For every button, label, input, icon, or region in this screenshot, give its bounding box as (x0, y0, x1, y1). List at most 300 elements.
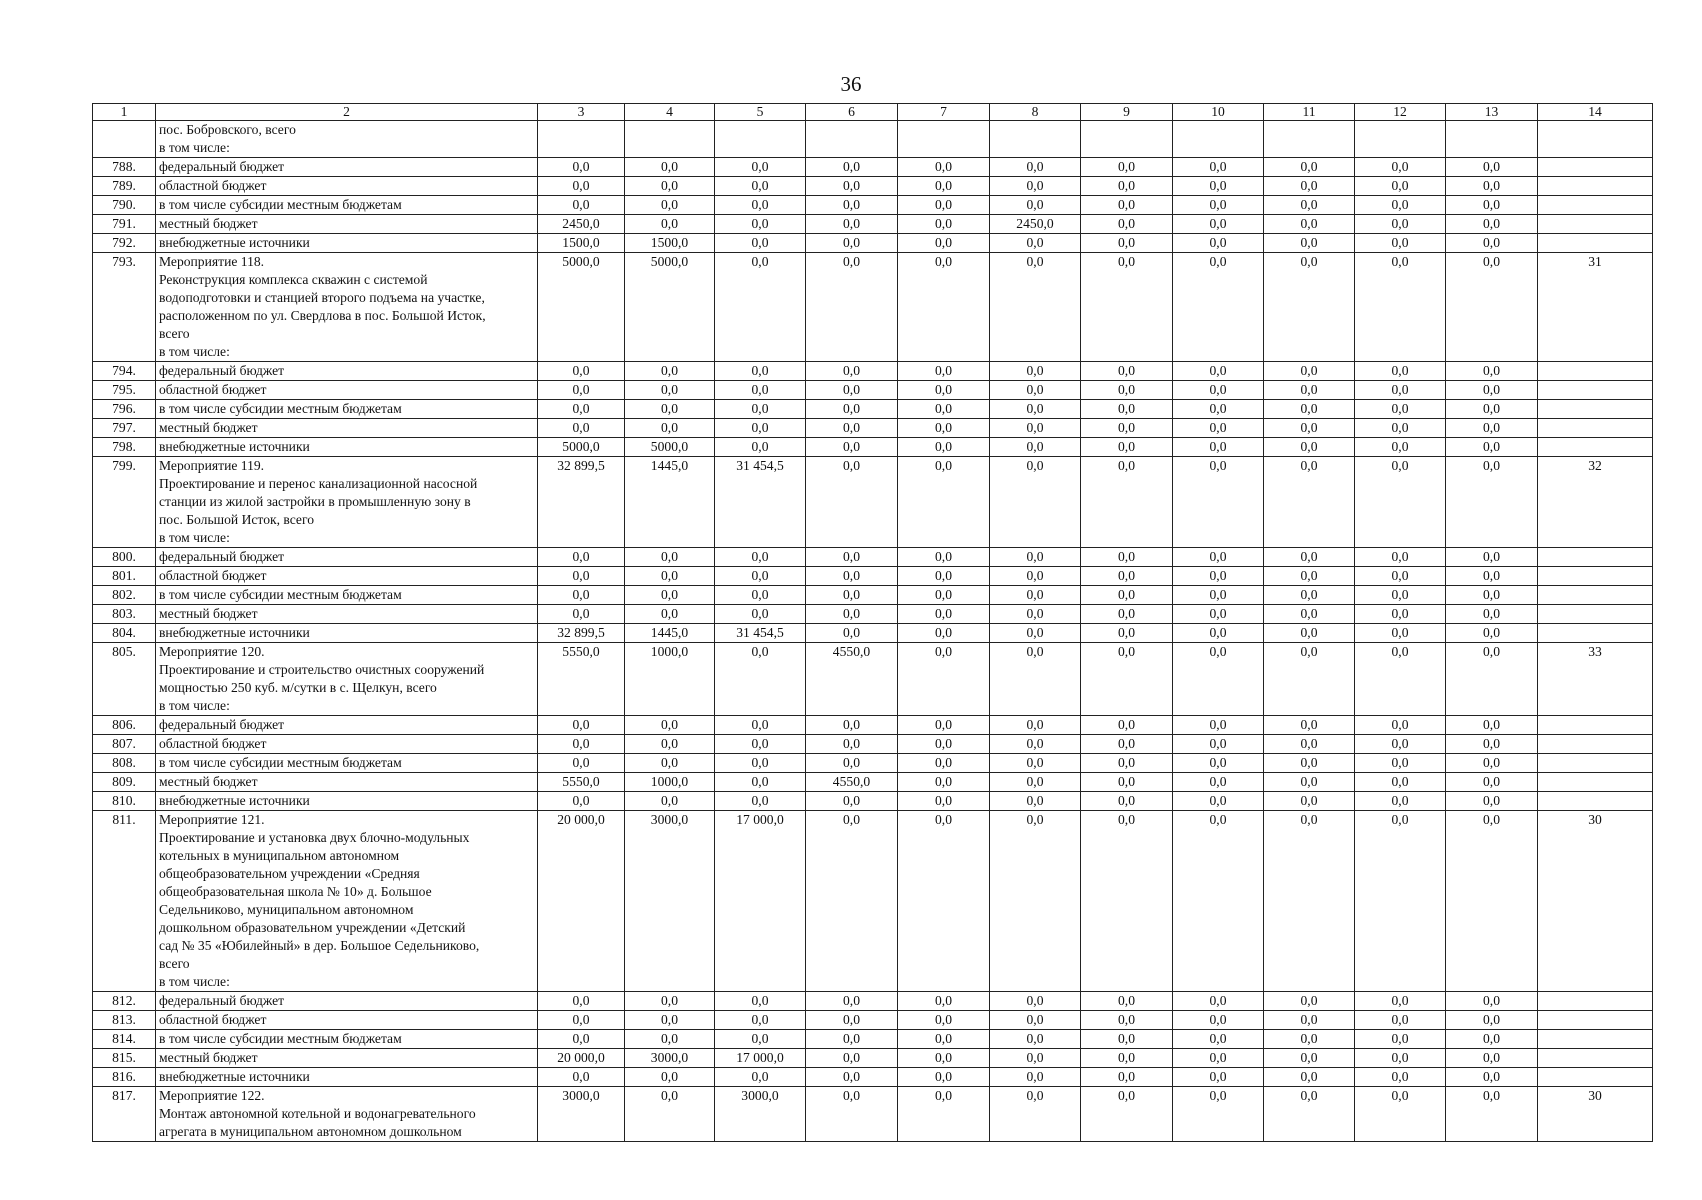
row-description (156, 400, 538, 419)
value-cell: 0,0 (1173, 716, 1264, 735)
description-line: внебюджетные источники (159, 793, 310, 808)
value-cell: 0,0 (538, 754, 625, 773)
value-cell: 0,0 (1173, 548, 1264, 567)
value-cell: 0,0 (715, 419, 806, 438)
value-cell: 0,0 (625, 1068, 715, 1087)
value-cell: 0,0 (1173, 177, 1264, 196)
description-line: котельных в муниципальном автономном (159, 848, 400, 863)
value-cell: 0,0 (1264, 811, 1355, 992)
description-line: федеральный бюджет (159, 717, 285, 732)
row-number: 802. (93, 586, 156, 605)
value-cell: 0,0 (806, 457, 898, 548)
value-cell: 0,0 (1355, 215, 1446, 234)
row-number (93, 121, 156, 158)
value-cell: 0,0 (1081, 234, 1173, 253)
description-line: в том числе субсидии местным бюджетам (159, 197, 402, 212)
value-cell: 5000,0 (625, 438, 715, 457)
value-cell: 0,0 (715, 735, 806, 754)
value-cell: 0,0 (1173, 992, 1264, 1011)
value-cell: 0,0 (625, 567, 715, 586)
value-cell: 0,0 (806, 735, 898, 754)
target-ref-cell (1538, 177, 1653, 196)
value-cell: 0,0 (715, 567, 806, 586)
value-cell: 0,0 (1081, 196, 1173, 215)
description-line: Мероприятие 119. (159, 458, 265, 473)
value-cell: 0,0 (990, 716, 1081, 735)
row-number: 807. (93, 735, 156, 754)
value-cell: 0,0 (625, 400, 715, 419)
column-number-cell: 3 (538, 104, 625, 121)
value-cell (1264, 121, 1355, 158)
value-cell: 1445,0 (625, 457, 715, 548)
value-cell: 0,0 (1446, 419, 1538, 438)
table-row (93, 643, 1653, 716)
row-description (156, 586, 538, 605)
value-cell: 0,0 (1355, 567, 1446, 586)
value-cell: 0,0 (1081, 215, 1173, 234)
value-cell: 0,0 (1081, 792, 1173, 811)
value-cell: 0,0 (1264, 1068, 1355, 1087)
value-cell: 0,0 (1173, 643, 1264, 716)
description-line: областной бюджет (159, 1012, 267, 1027)
row-description (156, 196, 538, 215)
value-cell: 0,0 (990, 1087, 1081, 1142)
value-cell: 0,0 (1173, 400, 1264, 419)
target-ref-cell (1538, 735, 1653, 754)
value-cell: 0,0 (898, 253, 990, 362)
table-row (93, 215, 1653, 234)
value-cell: 0,0 (715, 754, 806, 773)
row-description (156, 158, 538, 177)
value-cell: 0,0 (538, 605, 625, 624)
value-cell: 0,0 (1081, 716, 1173, 735)
value-cell: 3000,0 (625, 811, 715, 992)
value-cell: 0,0 (806, 177, 898, 196)
value-cell: 0,0 (1264, 754, 1355, 773)
column-number-cell: 8 (990, 104, 1081, 121)
value-cell: 0,0 (898, 716, 990, 735)
row-number: 795. (93, 381, 156, 400)
row-number: 797. (93, 419, 156, 438)
target-ref-cell (1538, 121, 1653, 158)
value-cell: 0,0 (898, 215, 990, 234)
value-cell (990, 121, 1081, 158)
row-description (156, 754, 538, 773)
description-line: в том числе субсидии местным бюджетам (159, 1031, 402, 1046)
column-number-cell: 10 (1173, 104, 1264, 121)
value-cell: 0,0 (1355, 1049, 1446, 1068)
value-cell: 0,0 (1355, 754, 1446, 773)
value-cell: 0,0 (1446, 158, 1538, 177)
row-description (156, 1087, 538, 1142)
target-ref-cell (1538, 548, 1653, 567)
value-cell: 0,0 (1264, 457, 1355, 548)
value-cell: 0,0 (1446, 735, 1538, 754)
value-cell: 0,0 (898, 158, 990, 177)
value-cell: 0,0 (898, 811, 990, 992)
value-cell: 0,0 (990, 381, 1081, 400)
value-cell: 32 899,5 (538, 624, 625, 643)
row-description (156, 773, 538, 792)
value-cell: 0,0 (806, 1011, 898, 1030)
value-cell: 1000,0 (625, 643, 715, 716)
target-ref-cell: 33 (1538, 643, 1653, 716)
value-cell: 0,0 (898, 419, 990, 438)
value-cell: 0,0 (625, 196, 715, 215)
value-cell: 0,0 (806, 754, 898, 773)
value-cell (1081, 121, 1173, 158)
value-cell: 0,0 (1173, 1011, 1264, 1030)
table-row (93, 586, 1653, 605)
row-number: 790. (93, 196, 156, 215)
value-cell: 0,0 (625, 548, 715, 567)
value-cell: 0,0 (898, 1068, 990, 1087)
value-cell: 0,0 (990, 567, 1081, 586)
value-cell: 0,0 (990, 1030, 1081, 1049)
description-line: пос. Большой Исток, всего (159, 512, 315, 527)
value-cell: 0,0 (806, 567, 898, 586)
row-number: 792. (93, 234, 156, 253)
value-cell: 0,0 (990, 158, 1081, 177)
value-cell: 0,0 (1173, 1030, 1264, 1049)
value-cell: 0,0 (990, 196, 1081, 215)
value-cell: 0,0 (538, 548, 625, 567)
table-row (93, 754, 1653, 773)
value-cell: 0,0 (990, 643, 1081, 716)
target-ref-cell (1538, 567, 1653, 586)
value-cell: 0,0 (806, 1068, 898, 1087)
budget-table (92, 103, 1653, 1142)
value-cell: 0,0 (1081, 643, 1173, 716)
row-description (156, 121, 538, 158)
target-ref-cell (1538, 419, 1653, 438)
value-cell: 0,0 (1264, 567, 1355, 586)
value-cell: 0,0 (625, 362, 715, 381)
target-ref-cell: 30 (1538, 1087, 1653, 1142)
value-cell: 0,0 (1355, 643, 1446, 716)
target-ref-cell (1538, 158, 1653, 177)
value-cell: 0,0 (1264, 1049, 1355, 1068)
value-cell: 0,0 (1446, 586, 1538, 605)
value-cell: 0,0 (1081, 1049, 1173, 1068)
row-description (156, 1011, 538, 1030)
value-cell: 0,0 (625, 1087, 715, 1142)
value-cell: 0,0 (1081, 735, 1173, 754)
value-cell: 0,0 (1355, 605, 1446, 624)
description-line: Мероприятие 118. (159, 254, 265, 269)
value-cell: 0,0 (1081, 381, 1173, 400)
value-cell: 0,0 (1081, 158, 1173, 177)
value-cell: 0,0 (806, 400, 898, 419)
description-line: Мероприятие 121. (159, 812, 265, 827)
value-cell: 0,0 (715, 1030, 806, 1049)
value-cell: 0,0 (1173, 158, 1264, 177)
value-cell: 0,0 (1446, 754, 1538, 773)
description-line: всего (159, 956, 190, 971)
value-cell: 0,0 (1264, 643, 1355, 716)
value-cell: 3000,0 (715, 1087, 806, 1142)
row-description (156, 215, 538, 234)
row-description (156, 992, 538, 1011)
description-line: местный бюджет (159, 1050, 258, 1065)
value-cell: 0,0 (898, 586, 990, 605)
value-cell: 0,0 (1264, 438, 1355, 457)
value-cell: 0,0 (538, 158, 625, 177)
table-row (93, 234, 1653, 253)
value-cell: 0,0 (1264, 792, 1355, 811)
value-cell: 0,0 (990, 811, 1081, 992)
value-cell: 0,0 (1355, 362, 1446, 381)
value-cell: 0,0 (538, 381, 625, 400)
target-ref-cell (1538, 1068, 1653, 1087)
value-cell: 0,0 (806, 716, 898, 735)
value-cell: 5550,0 (538, 773, 625, 792)
table-row (93, 253, 1653, 362)
description-line: агрегата в муниципальном автономном дошкольном (159, 1124, 462, 1139)
target-ref-cell (1538, 773, 1653, 792)
row-number: 806. (93, 716, 156, 735)
description-line: общеобразовательном учреждении «Средняя (159, 866, 420, 881)
row-number: 810. (93, 792, 156, 811)
value-cell: 0,0 (806, 624, 898, 643)
value-cell: 0,0 (898, 196, 990, 215)
value-cell: 0,0 (1264, 1011, 1355, 1030)
value-cell: 0,0 (538, 196, 625, 215)
value-cell: 0,0 (1355, 792, 1446, 811)
value-cell: 0,0 (1081, 1087, 1173, 1142)
value-cell: 0,0 (1173, 362, 1264, 381)
row-number: 796. (93, 400, 156, 419)
target-ref-cell (1538, 624, 1653, 643)
value-cell: 0,0 (1355, 992, 1446, 1011)
description-line: в том числе субсидии местным бюджетам (159, 755, 402, 770)
value-cell: 0,0 (1264, 586, 1355, 605)
row-description (156, 548, 538, 567)
row-description (156, 643, 538, 716)
value-cell: 0,0 (990, 1011, 1081, 1030)
column-number-cell: 7 (898, 104, 990, 121)
description-line: Проектирование и установка двух блочно-модульных (159, 830, 470, 845)
value-cell: 0,0 (1446, 457, 1538, 548)
column-number-cell: 1 (93, 104, 156, 121)
description-line: сад № 35 «Юбилейный» в дер. Большое Седельниково, (159, 938, 480, 953)
value-cell: 0,0 (538, 362, 625, 381)
target-ref-cell (1538, 234, 1653, 253)
value-cell: 0,0 (1264, 362, 1355, 381)
row-description (156, 567, 538, 586)
description-line: местный бюджет (159, 774, 258, 789)
value-cell: 0,0 (898, 605, 990, 624)
value-cell: 0,0 (1081, 586, 1173, 605)
value-cell: 0,0 (1173, 419, 1264, 438)
value-cell: 0,0 (990, 457, 1081, 548)
target-ref-cell (1538, 196, 1653, 215)
value-cell: 0,0 (538, 1030, 625, 1049)
value-cell: 0,0 (1173, 624, 1264, 643)
value-cell: 0,0 (1446, 548, 1538, 567)
value-cell: 1000,0 (625, 773, 715, 792)
value-cell: 0,0 (538, 586, 625, 605)
value-cell: 0,0 (1264, 773, 1355, 792)
table-row (93, 419, 1653, 438)
value-cell: 0,0 (806, 196, 898, 215)
value-cell: 0,0 (898, 362, 990, 381)
value-cell: 0,0 (1173, 605, 1264, 624)
table-row (93, 1011, 1653, 1030)
value-cell: 0,0 (715, 400, 806, 419)
row-number: 816. (93, 1068, 156, 1087)
target-ref-cell (1538, 1030, 1653, 1049)
value-cell: 0,0 (625, 1011, 715, 1030)
value-cell: 31 454,5 (715, 624, 806, 643)
value-cell: 0,0 (715, 792, 806, 811)
value-cell: 0,0 (1355, 400, 1446, 419)
value-cell: 0,0 (990, 234, 1081, 253)
column-number-cell: 4 (625, 104, 715, 121)
value-cell: 0,0 (625, 158, 715, 177)
value-cell: 0,0 (1446, 196, 1538, 215)
value-cell: 0,0 (1173, 1087, 1264, 1142)
target-ref-cell (1538, 992, 1653, 1011)
target-ref-cell (1538, 754, 1653, 773)
value-cell: 31 454,5 (715, 457, 806, 548)
description-line: Мероприятие 120. (159, 644, 265, 659)
value-cell: 0,0 (1446, 624, 1538, 643)
table-row (93, 624, 1653, 643)
value-cell: 0,0 (1081, 253, 1173, 362)
value-cell: 0,0 (1173, 253, 1264, 362)
value-cell: 0,0 (1446, 567, 1538, 586)
row-number: 789. (93, 177, 156, 196)
value-cell: 0,0 (1446, 992, 1538, 1011)
value-cell: 0,0 (715, 438, 806, 457)
value-cell: 0,0 (1355, 811, 1446, 992)
value-cell: 0,0 (806, 792, 898, 811)
value-cell: 0,0 (898, 792, 990, 811)
value-cell: 0,0 (1355, 457, 1446, 548)
value-cell: 0,0 (1081, 1068, 1173, 1087)
value-cell: 0,0 (538, 792, 625, 811)
value-cell: 0,0 (1081, 567, 1173, 586)
value-cell: 0,0 (1264, 253, 1355, 362)
value-cell: 0,0 (1446, 792, 1538, 811)
value-cell: 0,0 (990, 605, 1081, 624)
value-cell: 0,0 (715, 643, 806, 716)
value-cell: 0,0 (806, 253, 898, 362)
value-cell: 0,0 (1446, 773, 1538, 792)
value-cell: 0,0 (806, 381, 898, 400)
value-cell: 1445,0 (625, 624, 715, 643)
value-cell: 0,0 (898, 438, 990, 457)
row-number: 805. (93, 643, 156, 716)
row-description (156, 438, 538, 457)
value-cell: 0,0 (715, 381, 806, 400)
value-cell: 0,0 (1446, 362, 1538, 381)
value-cell: 0,0 (1355, 158, 1446, 177)
value-cell: 0,0 (1264, 1087, 1355, 1142)
value-cell: 0,0 (1264, 234, 1355, 253)
column-number-cell: 6 (806, 104, 898, 121)
value-cell: 0,0 (1173, 381, 1264, 400)
value-cell: 0,0 (1173, 792, 1264, 811)
value-cell: 0,0 (1173, 567, 1264, 586)
value-cell: 0,0 (898, 992, 990, 1011)
value-cell: 0,0 (1081, 177, 1173, 196)
description-line: внебюджетные источники (159, 625, 310, 640)
description-line: в том числе субсидии местным бюджетам (159, 587, 402, 602)
value-cell (715, 121, 806, 158)
table-row (93, 716, 1653, 735)
table-row (93, 605, 1653, 624)
value-cell: 3000,0 (538, 1087, 625, 1142)
value-cell: 0,0 (1173, 234, 1264, 253)
value-cell: 0,0 (898, 754, 990, 773)
value-cell: 0,0 (806, 419, 898, 438)
value-cell: 0,0 (898, 735, 990, 754)
value-cell: 0,0 (625, 586, 715, 605)
table-row (93, 438, 1653, 457)
value-cell: 0,0 (1081, 811, 1173, 992)
column-number-cell: 2 (156, 104, 538, 121)
value-cell: 0,0 (1264, 735, 1355, 754)
value-cell: 0,0 (1081, 992, 1173, 1011)
value-cell: 0,0 (538, 419, 625, 438)
value-cell: 0,0 (1264, 624, 1355, 643)
value-cell: 0,0 (1081, 400, 1173, 419)
row-description (156, 457, 538, 548)
value-cell: 0,0 (1355, 253, 1446, 362)
value-cell: 0,0 (898, 234, 990, 253)
value-cell: 0,0 (898, 381, 990, 400)
row-number: 813. (93, 1011, 156, 1030)
value-cell: 0,0 (538, 735, 625, 754)
value-cell (898, 121, 990, 158)
description-line: местный бюджет (159, 420, 258, 435)
description-line: местный бюджет (159, 606, 258, 621)
target-ref-cell (1538, 1049, 1653, 1068)
value-cell: 17 000,0 (715, 811, 806, 992)
value-cell: 0,0 (1173, 1049, 1264, 1068)
value-cell (1355, 121, 1446, 158)
row-number: 800. (93, 548, 156, 567)
description-line: внебюджетные источники (159, 439, 310, 454)
row-number: 791. (93, 215, 156, 234)
description-line: федеральный бюджет (159, 363, 285, 378)
value-cell: 0,0 (1446, 253, 1538, 362)
target-ref-cell (1538, 1011, 1653, 1030)
value-cell: 0,0 (1264, 177, 1355, 196)
value-cell: 0,0 (806, 1030, 898, 1049)
description-line: областной бюджет (159, 382, 267, 397)
description-line: в том числе: (159, 698, 230, 713)
target-ref-cell (1538, 362, 1653, 381)
value-cell: 0,0 (990, 419, 1081, 438)
table-row (93, 381, 1653, 400)
description-line: общеобразовательная школа № 10» д. Большое (159, 884, 432, 899)
value-cell: 0,0 (1446, 1087, 1538, 1142)
row-description (156, 605, 538, 624)
row-number: 803. (93, 605, 156, 624)
value-cell: 0,0 (990, 438, 1081, 457)
target-ref-cell: 30 (1538, 811, 1653, 992)
value-cell: 0,0 (538, 716, 625, 735)
description-line: пос. Бобровского, всего (159, 122, 296, 137)
row-number: 798. (93, 438, 156, 457)
value-cell: 0,0 (538, 1068, 625, 1087)
value-cell: 0,0 (1446, 716, 1538, 735)
value-cell (538, 121, 625, 158)
value-cell: 5550,0 (538, 643, 625, 716)
